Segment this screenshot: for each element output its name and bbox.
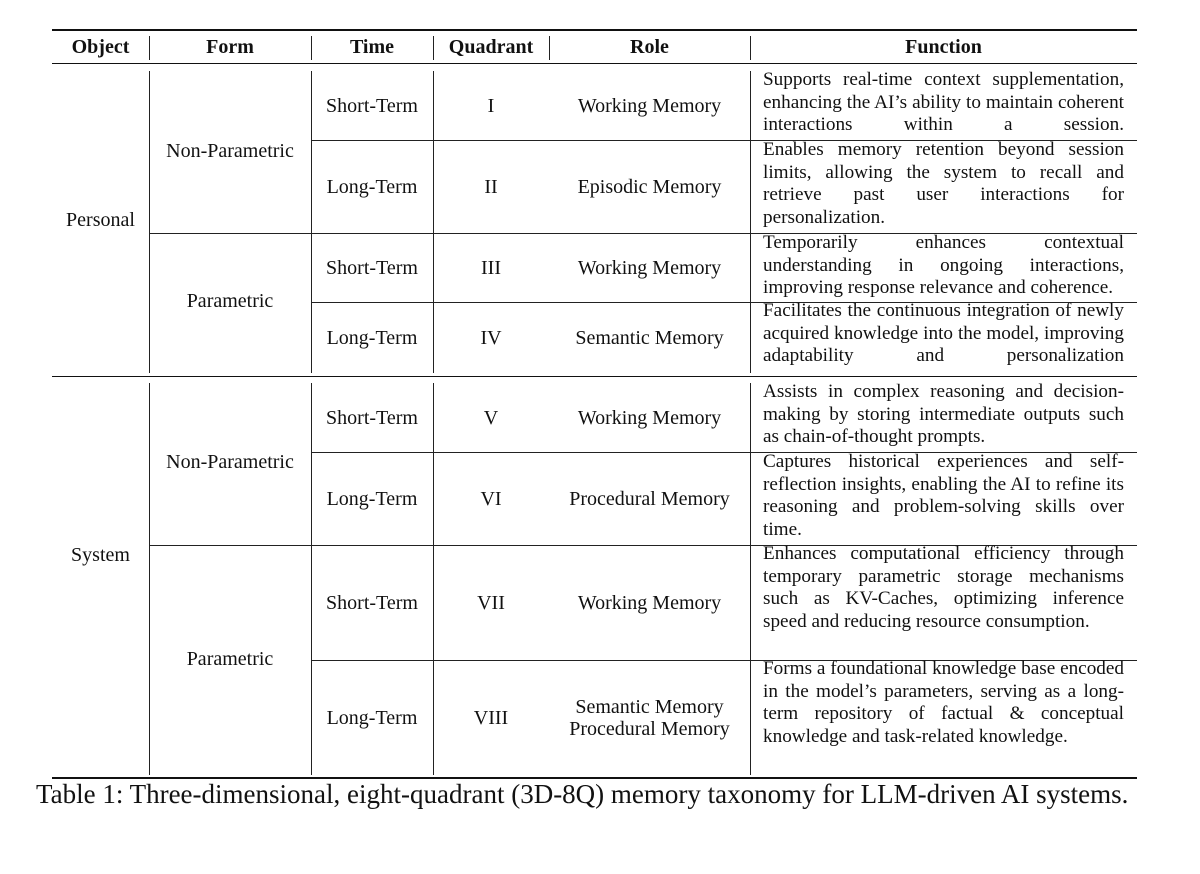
quadrant-cell: VIII [473, 707, 509, 729]
header-role: Role [630, 36, 669, 58]
quadrant-cell: V [483, 406, 499, 429]
role-cell: Working Memory [577, 406, 722, 429]
function-cell: Forms a foundational knowledge base encoded in the model’s parameters, serving as a long-term repository of factual & conceptual knowledge and task-related knowledge. [763, 658, 1124, 747]
time-cell: Short-Term [326, 406, 418, 429]
quadrant-cell: I [487, 94, 495, 117]
function-cell: Assists in complex reasoning and decision-making by storing intermediate outputs such as chain-of-thought prompts. [763, 381, 1124, 448]
form-non-parametric: Non-Parametric [166, 451, 294, 473]
quadrant-cell: II [484, 176, 498, 198]
function-cell: Enhances computational efficiency through temporary parametric storage mechanisms such as KV-Caches, optimizing inference speed and reducing resource consumption. [763, 543, 1124, 632]
quadrant-cell: VI [480, 488, 502, 510]
role-cell: Working Memory [577, 592, 722, 614]
header-object: Object [71, 36, 130, 58]
header-rule [52, 63, 1137, 64]
role-cell: Working Memory [577, 94, 722, 117]
object-system: System [71, 544, 130, 566]
role-cell: Procedural Memory [569, 488, 730, 510]
function-cell: Captures historical experiences and self-reflection insights, enabling the AI to refine its reasoning and problem-solving skills over time. [763, 451, 1124, 540]
column-divider [149, 383, 150, 775]
top-rule [52, 29, 1137, 31]
header-time: Time [349, 36, 395, 58]
role-line: Procedural Memory [569, 718, 730, 740]
time-cell: Long-Term [326, 707, 418, 729]
column-divider [750, 71, 751, 373]
function-cell: Facilitates the continuous integration of newly acquired knowledge into the model, improving adaptability and personalization [763, 300, 1124, 367]
table-caption: Table 1: Three-dimensional, eight-quadrant (3D-8Q) memory taxonomy for LLM-driven AI systems. [36, 779, 1129, 809]
object-personal: Personal [66, 209, 135, 231]
quadrant-cell: IV [480, 327, 502, 349]
column-divider [149, 71, 150, 373]
function-cell: Temporarily enhances contextual understanding in ongoing interactions, improving response relevance and coherence. [763, 232, 1124, 299]
quadrant-cell: III [481, 257, 501, 279]
time-cell: Short-Term [326, 257, 418, 279]
header-function: Function [905, 36, 982, 58]
role-cell: Episodic Memory [577, 176, 722, 198]
form-parametric: Parametric [186, 290, 274, 312]
role-cell [549, 661, 750, 775]
form-non-parametric: Non-Parametric [166, 140, 294, 162]
time-cell: Long-Term [326, 327, 418, 349]
function-cell: Enables memory retention beyond session limits, allowing the system to recall and retrieve past user interactions for personalization. [763, 139, 1124, 228]
role-cell: Working Memory [577, 257, 722, 279]
header-form: Form [206, 36, 254, 58]
group-rule [52, 376, 1137, 377]
time-cell: Short-Term [326, 592, 418, 614]
column-divider [750, 383, 751, 775]
time-cell: Short-Term [326, 94, 418, 117]
header-quadrant: Quadrant [448, 36, 534, 58]
form-parametric: Parametric [186, 648, 274, 670]
function-cell: Supports real-time context supplementation, enhancing the AI’s ability to maintain coherent interactions within a session. [763, 69, 1124, 136]
quadrant-cell: VII [477, 592, 505, 614]
time-cell: Long-Term [326, 488, 418, 510]
role-line: Semantic Memory [575, 696, 724, 718]
time-cell: Long-Term [326, 176, 418, 198]
role-cell: Semantic Memory [575, 327, 724, 349]
